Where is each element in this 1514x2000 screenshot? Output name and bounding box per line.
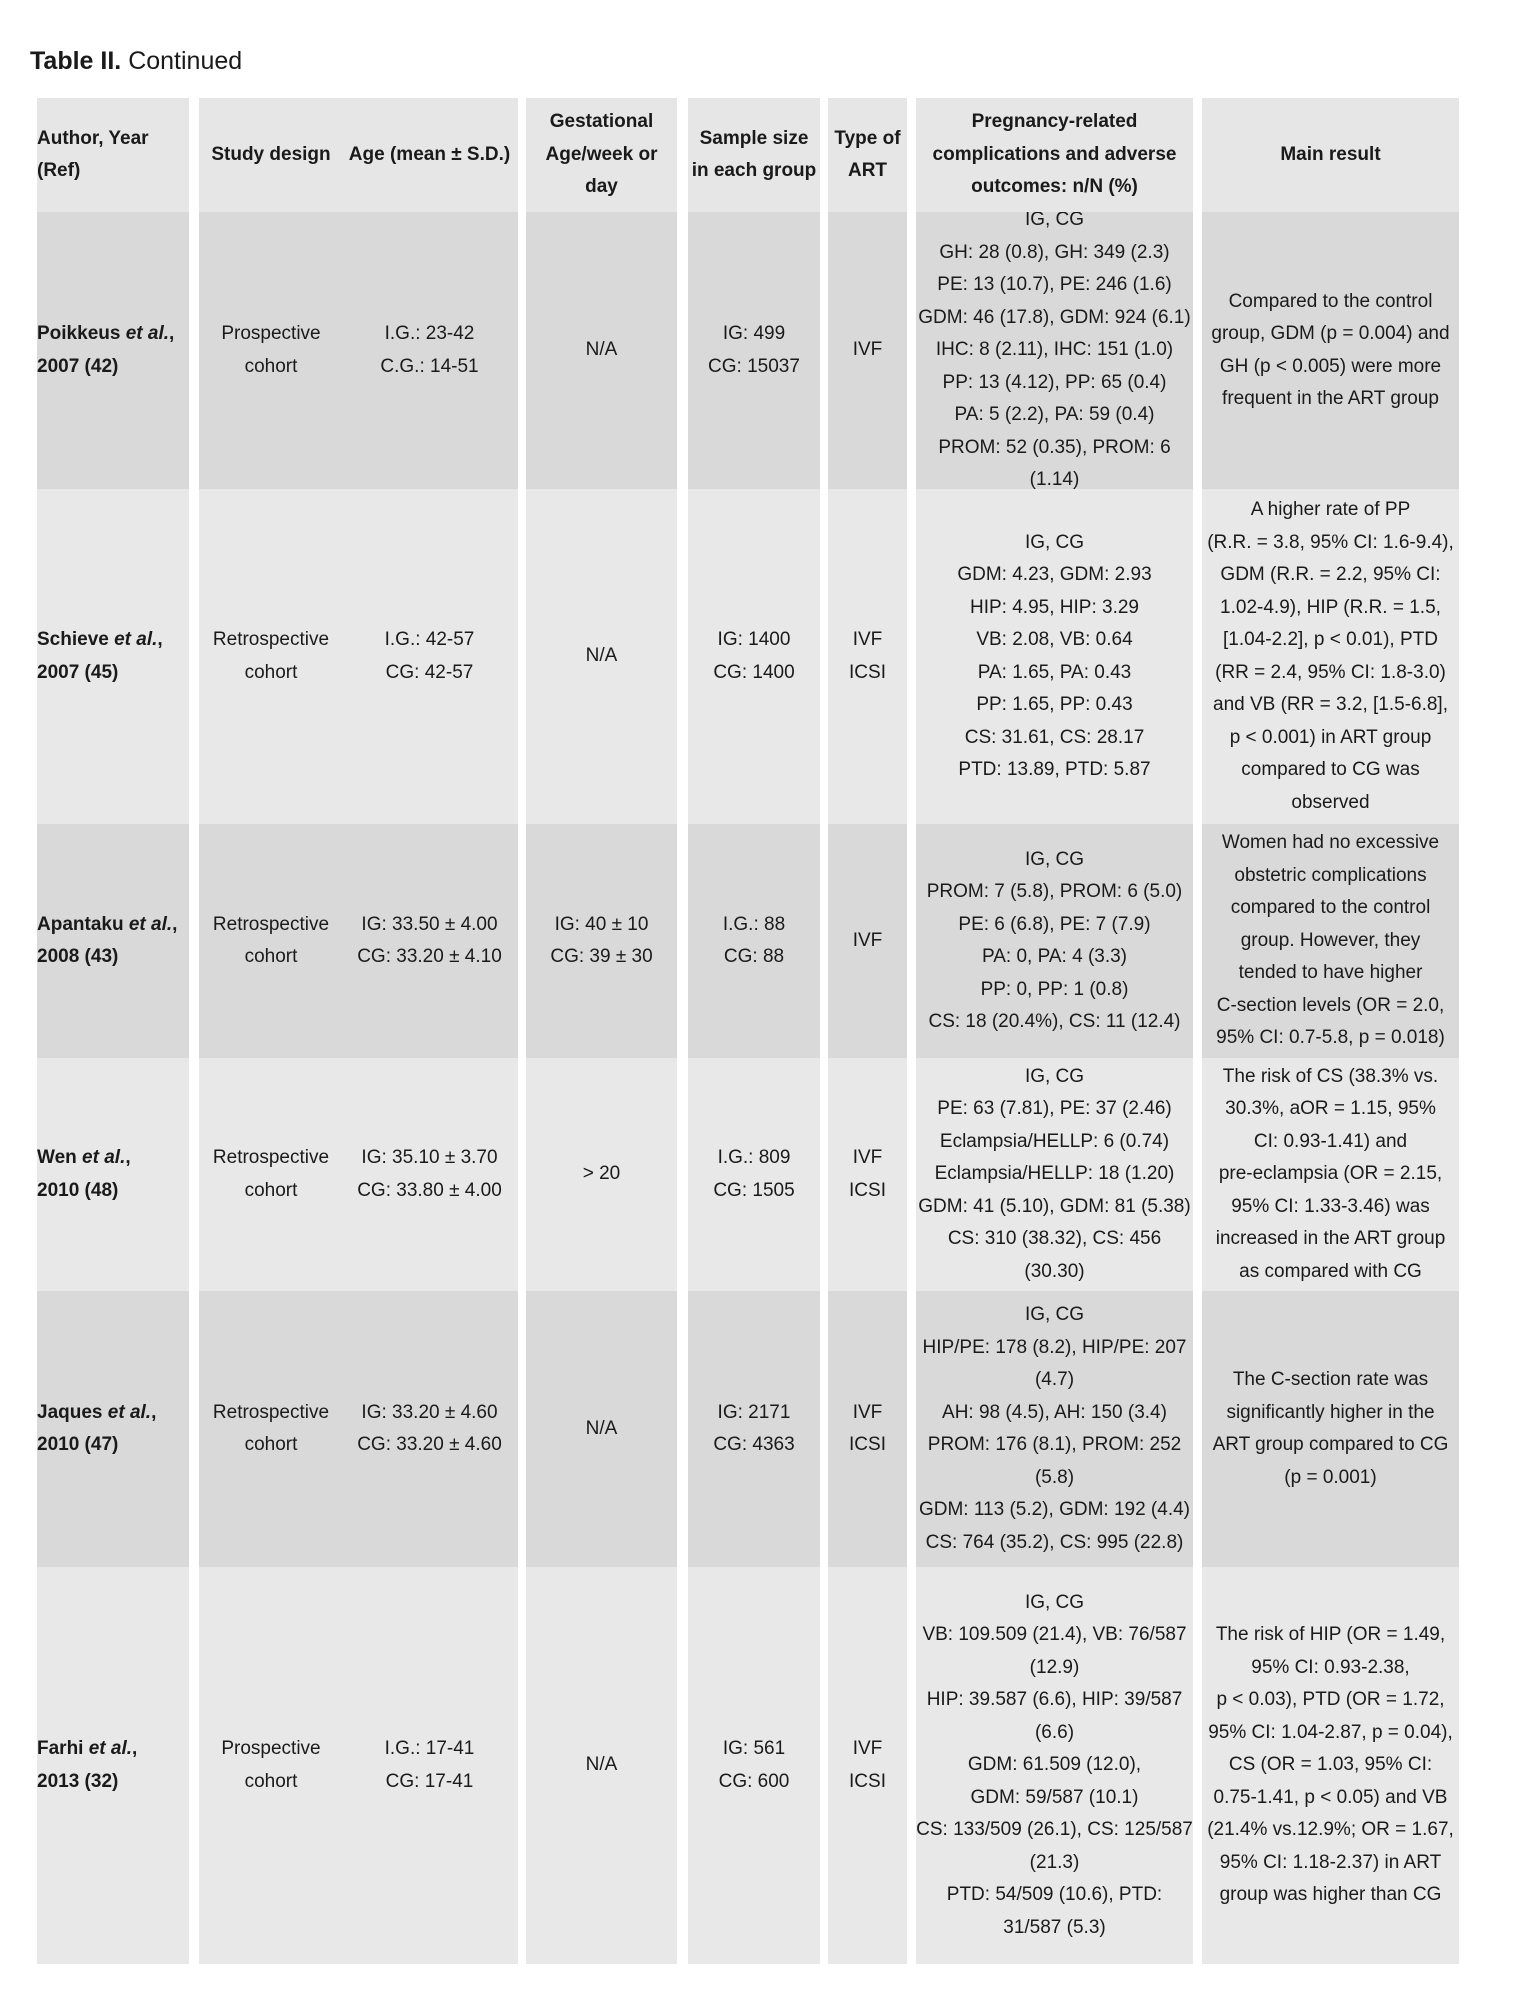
study-design-text: Retrospective cohort <box>212 1147 330 1201</box>
cell-sample-size <box>688 1291 820 1567</box>
author-etal: et al. <box>125 323 170 344</box>
cell-study-design <box>199 1567 343 1964</box>
main-result-text: A higher rate of PP (R.R. = 3.8, 95% CI: 1.6-9.4), GDM (R.R. = 2.2, 95% CI: 1.02-4.9), HIP (R.R. = 1.5, [1.04-2.2], p < 0.01), PTD (RR = 2.4, 95% CI: 1.8-3.0) and VB (RR = 3.2, [1.5-6.8], p < 0.001) in ART group compared to CG was observed <box>1207 499 1454 813</box>
table-caption-label: Table II. <box>30 47 122 75</box>
cell-main-result <box>1202 1567 1459 1964</box>
gestational-age-text: N/A <box>585 1754 618 1776</box>
cell-sample-size <box>688 489 820 824</box>
header-main-result-label: Main result <box>1280 143 1381 165</box>
complications-text: IG, CG GDM: 4.23, GDM: 2.93 HIP: 4.95, HIP: 3.29 VB: 2.08, VB: 0.64 PA: 1.65, PA: 0.43 PP: 1.65, PP: 0.43 CS: 31.61, CS: 28.17 PTD: 13.89, PTD: 5.87 <box>957 531 1152 780</box>
cell-complications <box>916 824 1193 1058</box>
art-type-text: IVF ICSI <box>849 629 886 683</box>
cell-study-design <box>199 489 343 824</box>
header-complications <box>916 98 1193 212</box>
author-etal: et al. <box>88 1738 133 1759</box>
header-gestational-age-label: Gestational Age/week or day <box>545 111 658 198</box>
sample-size-text: I.G.: 809 CG: 1505 <box>713 1147 795 1201</box>
sample-size-text: I.G.: 88 CG: 88 <box>722 913 786 967</box>
cell-complications <box>916 1058 1193 1291</box>
cell-art-type <box>828 1567 907 1964</box>
cell-age <box>341 824 518 1058</box>
cell-complications <box>916 1567 1193 1964</box>
table-caption-text: Continued <box>128 47 243 75</box>
author-name: Apantaku <box>37 913 129 935</box>
cell-art-type <box>828 212 907 489</box>
column-age <box>341 98 518 1964</box>
age-text: I.G.: 23-42 C.G.: 14-51 <box>380 323 479 377</box>
column-main-result <box>1202 98 1459 1964</box>
complications-text: IG, CG GH: 28 (0.8), GH: 349 (2.3) PE: 13 (10.7), PE: 246 (1.6) GDM: 46 (17.8), GDM: 924 (6.1) IHC: 8 (2.11), IHC: 151 (1.0) PP: 13 (4.12), PP: 65 (0.4) PA: 5 (2.2), PA: 59 (0.4) PROM: 52 (0.35), PROM: 6 (1.14) <box>918 212 1191 489</box>
author-citation <box>37 1733 189 1798</box>
cell-gestational-age <box>526 1567 677 1964</box>
cell-author <box>37 1291 189 1567</box>
table-caption <box>30 44 242 78</box>
cell-author <box>37 489 189 824</box>
cell-gestational-age <box>526 824 677 1058</box>
author-name: Jaques <box>37 1401 108 1423</box>
cell-main-result <box>1202 1291 1459 1567</box>
sample-size-text: IG: 561 CG: 600 <box>718 1738 790 1792</box>
gestational-age-text: > 20 <box>582 1163 621 1185</box>
header-author <box>37 98 189 212</box>
cell-main-result <box>1202 489 1459 824</box>
header-main-result <box>1202 98 1459 212</box>
author-name: Schieve <box>37 629 115 650</box>
cell-age <box>341 1567 518 1964</box>
cell-age <box>341 1291 518 1567</box>
author-etal: et al. <box>82 1147 126 1168</box>
study-design-text: Retrospective cohort <box>212 1401 330 1455</box>
header-art-type <box>828 98 907 212</box>
study-design-text: Retrospective cohort <box>212 629 330 683</box>
cell-author <box>37 824 189 1058</box>
author-citation <box>37 318 189 383</box>
cell-art-type <box>828 489 907 824</box>
author-etal: et al. <box>107 1401 152 1423</box>
main-result-text: The C-section rate was significantly higher in the ART group compared to CG (p = 0.001) <box>1212 1369 1449 1488</box>
header-art-type-label: Type of ART <box>834 127 901 181</box>
author-citation <box>37 909 189 974</box>
cell-main-result <box>1202 824 1459 1058</box>
cell-sample-size <box>688 1058 820 1291</box>
complications-text: IG, CG VB: 109.509 (21.4), VB: 76/587 (12.9) HIP: 39.587 (6.6), HIP: 39/587 (6.6) GDM: 61.509 (12.0), GDM: 59/587 (10.1) CS: 133/509 (26.1), CS: 125/587 (21.3) PTD: 54/509 (10.6), PTD: 31/587 (5.3) <box>916 1591 1193 1938</box>
author-year-ref: , 2013 (32) <box>37 1738 138 1792</box>
author-citation <box>37 1142 189 1207</box>
art-type-text: IVF <box>852 339 883 361</box>
study-design-text: Prospective cohort <box>221 1738 321 1792</box>
cell-study-design <box>199 824 343 1058</box>
column-complications <box>916 98 1193 1964</box>
author-year-ref: , 2008 (43) <box>37 913 178 967</box>
header-complications-label: Pregnancy-related complications and adverse outcomes: n/N (%) <box>932 111 1177 198</box>
column-author <box>37 98 189 1964</box>
author-year-ref: , 2007 (45) <box>37 629 163 683</box>
cell-study-design <box>199 1291 343 1567</box>
author-year-ref: , 2010 (48) <box>37 1147 131 1201</box>
author-etal: et al. <box>128 913 173 935</box>
main-result-text: Women had no excessive obstetric complications compared to the control group. However, they tended to have higher C-section levels (OR = 2.0, 95% CI: 0.7-5.8, p = 0.018) <box>1216 832 1445 1049</box>
cell-main-result <box>1202 1058 1459 1291</box>
art-type-text: IVF ICSI <box>849 1147 886 1201</box>
study-design-text: Prospective cohort <box>221 323 321 377</box>
header-study-design <box>199 98 343 212</box>
header-author-label: Author, Year (Ref) <box>37 127 149 181</box>
gestational-age-text: N/A <box>585 645 618 667</box>
cell-author <box>37 1058 189 1291</box>
column-art-type <box>828 98 907 1964</box>
gestational-age-text: IG: 40 ± 10 CG: 39 ± 30 <box>550 913 653 967</box>
cell-art-type <box>828 824 907 1058</box>
header-gestational-age <box>526 98 677 212</box>
header-age <box>341 98 518 212</box>
age-text: IG: 35.10 ± 3.70 CG: 33.80 ± 4.00 <box>357 1147 502 1201</box>
cell-art-type <box>828 1058 907 1291</box>
cell-author <box>37 1567 189 1964</box>
sample-size-text: IG: 2171 CG: 4363 <box>713 1401 795 1455</box>
author-etal: et al. <box>114 629 158 650</box>
cell-gestational-age <box>526 212 677 489</box>
complications-text: IG, CG PE: 63 (7.81), PE: 37 (2.46) Eclampsia/HELLP: 6 (0.74) Eclampsia/HELLP: 18 (1.20) GDM: 41 (5.10), GDM: 81 (5.38) CS: 310 (38.32), CS: 456 (30.30) <box>918 1065 1191 1282</box>
cell-study-design <box>199 1058 343 1291</box>
age-text: I.G.: 42-57 CG: 42-57 <box>384 629 475 683</box>
gestational-age-text: N/A <box>585 339 618 361</box>
sample-size-text: IG: 1400 CG: 1400 <box>713 629 795 683</box>
art-type-text: IVF ICSI <box>849 1738 886 1792</box>
author-citation <box>37 624 189 689</box>
art-type-text: IVF ICSI <box>849 1401 886 1455</box>
cell-study-design <box>199 212 343 489</box>
header-sample-size-label: Sample size in each group <box>691 127 817 181</box>
author-year-ref: , 2007 (42) <box>37 323 175 377</box>
cell-sample-size <box>688 824 820 1058</box>
cell-gestational-age <box>526 489 677 824</box>
age-text: IG: 33.20 ± 4.60 CG: 33.20 ± 4.60 <box>357 1401 502 1455</box>
column-sample-size <box>688 98 820 1964</box>
header-age-label: Age (mean ± S.D.) <box>348 143 511 165</box>
cell-age <box>341 1058 518 1291</box>
gestational-age-text: N/A <box>585 1417 618 1439</box>
cell-art-type <box>828 1291 907 1567</box>
author-citation <box>37 1397 189 1462</box>
art-type-text: IVF <box>852 929 883 951</box>
header-study-design-label: Study design <box>211 143 331 165</box>
cell-complications <box>916 489 1193 824</box>
main-result-text: The risk of HIP (OR = 1.49, 95% CI: 0.93-2.38, p < 0.03), PTD (OR = 1.72, 95% CI: 1.04-2.87, p = 0.04), CS (OR = 1.03, 95% CI: 0.75-1.41, p < 0.05) and VB (21.4% vs.12.9%; OR = 1.67, 95% CI: 1.18-2.37) in ART group was higher than CG <box>1207 1624 1454 1906</box>
cell-sample-size <box>688 1567 820 1964</box>
cell-gestational-age <box>526 1058 677 1291</box>
header-sample-size <box>688 98 820 212</box>
cell-age <box>341 489 518 824</box>
cell-sample-size <box>688 212 820 489</box>
author-year-ref: , 2010 (47) <box>37 1401 157 1455</box>
main-result-text: The risk of CS (38.3% vs. 30.3%, aOR = 1.15, 95% CI: 0.93-1.41) and pre-eclampsia (OR = 2.15, 95% CI: 1.33-3.46) was increased in the ART group as compared with CG <box>1215 1065 1446 1282</box>
author-name: Wen <box>37 1147 83 1168</box>
age-text: IG: 33.50 ± 4.00 CG: 33.20 ± 4.10 <box>357 913 502 967</box>
sample-size-text: IG: 499 CG: 15037 <box>708 323 800 377</box>
complications-text: IG, CG HIP/PE: 178 (8.2), HIP/PE: 207 (4.7) AH: 98 (4.5), AH: 150 (3.4) PROM: 176 (8.1), PROM: 252 (5.8) GDM: 113 (5.2), GDM: 192 (4.4) CS: 764 (35.2), CS: 995 (22.8) <box>918 1304 1190 1553</box>
column-gestational-age <box>526 98 677 1964</box>
complications-text: IG, CG PROM: 7 (5.8), PROM: 6 (5.0) PE: 6 (6.8), PE: 7 (7.9) PA: 0, PA: 4 (3.3) PP: 0, PP: 1 (0.8) CS: 18 (20.4%), CS: 11 (12.4) <box>926 848 1183 1032</box>
cell-complications <box>916 212 1193 489</box>
column-study-design <box>199 98 343 1964</box>
author-name: Farhi <box>37 1738 89 1759</box>
main-result-text: Compared to the control group, GDM (p = 0.004) and GH (p < 0.005) were more frequent in the ART group <box>1211 290 1450 409</box>
author-name: Poikkeus <box>37 323 126 344</box>
cell-main-result <box>1202 212 1459 489</box>
cell-gestational-age <box>526 1291 677 1567</box>
cell-age <box>341 212 518 489</box>
age-text: I.G.: 17-41 CG: 17-41 <box>384 1738 475 1792</box>
study-design-text: Retrospective cohort <box>212 913 330 967</box>
cell-author <box>37 212 189 489</box>
cell-complications <box>916 1291 1193 1567</box>
